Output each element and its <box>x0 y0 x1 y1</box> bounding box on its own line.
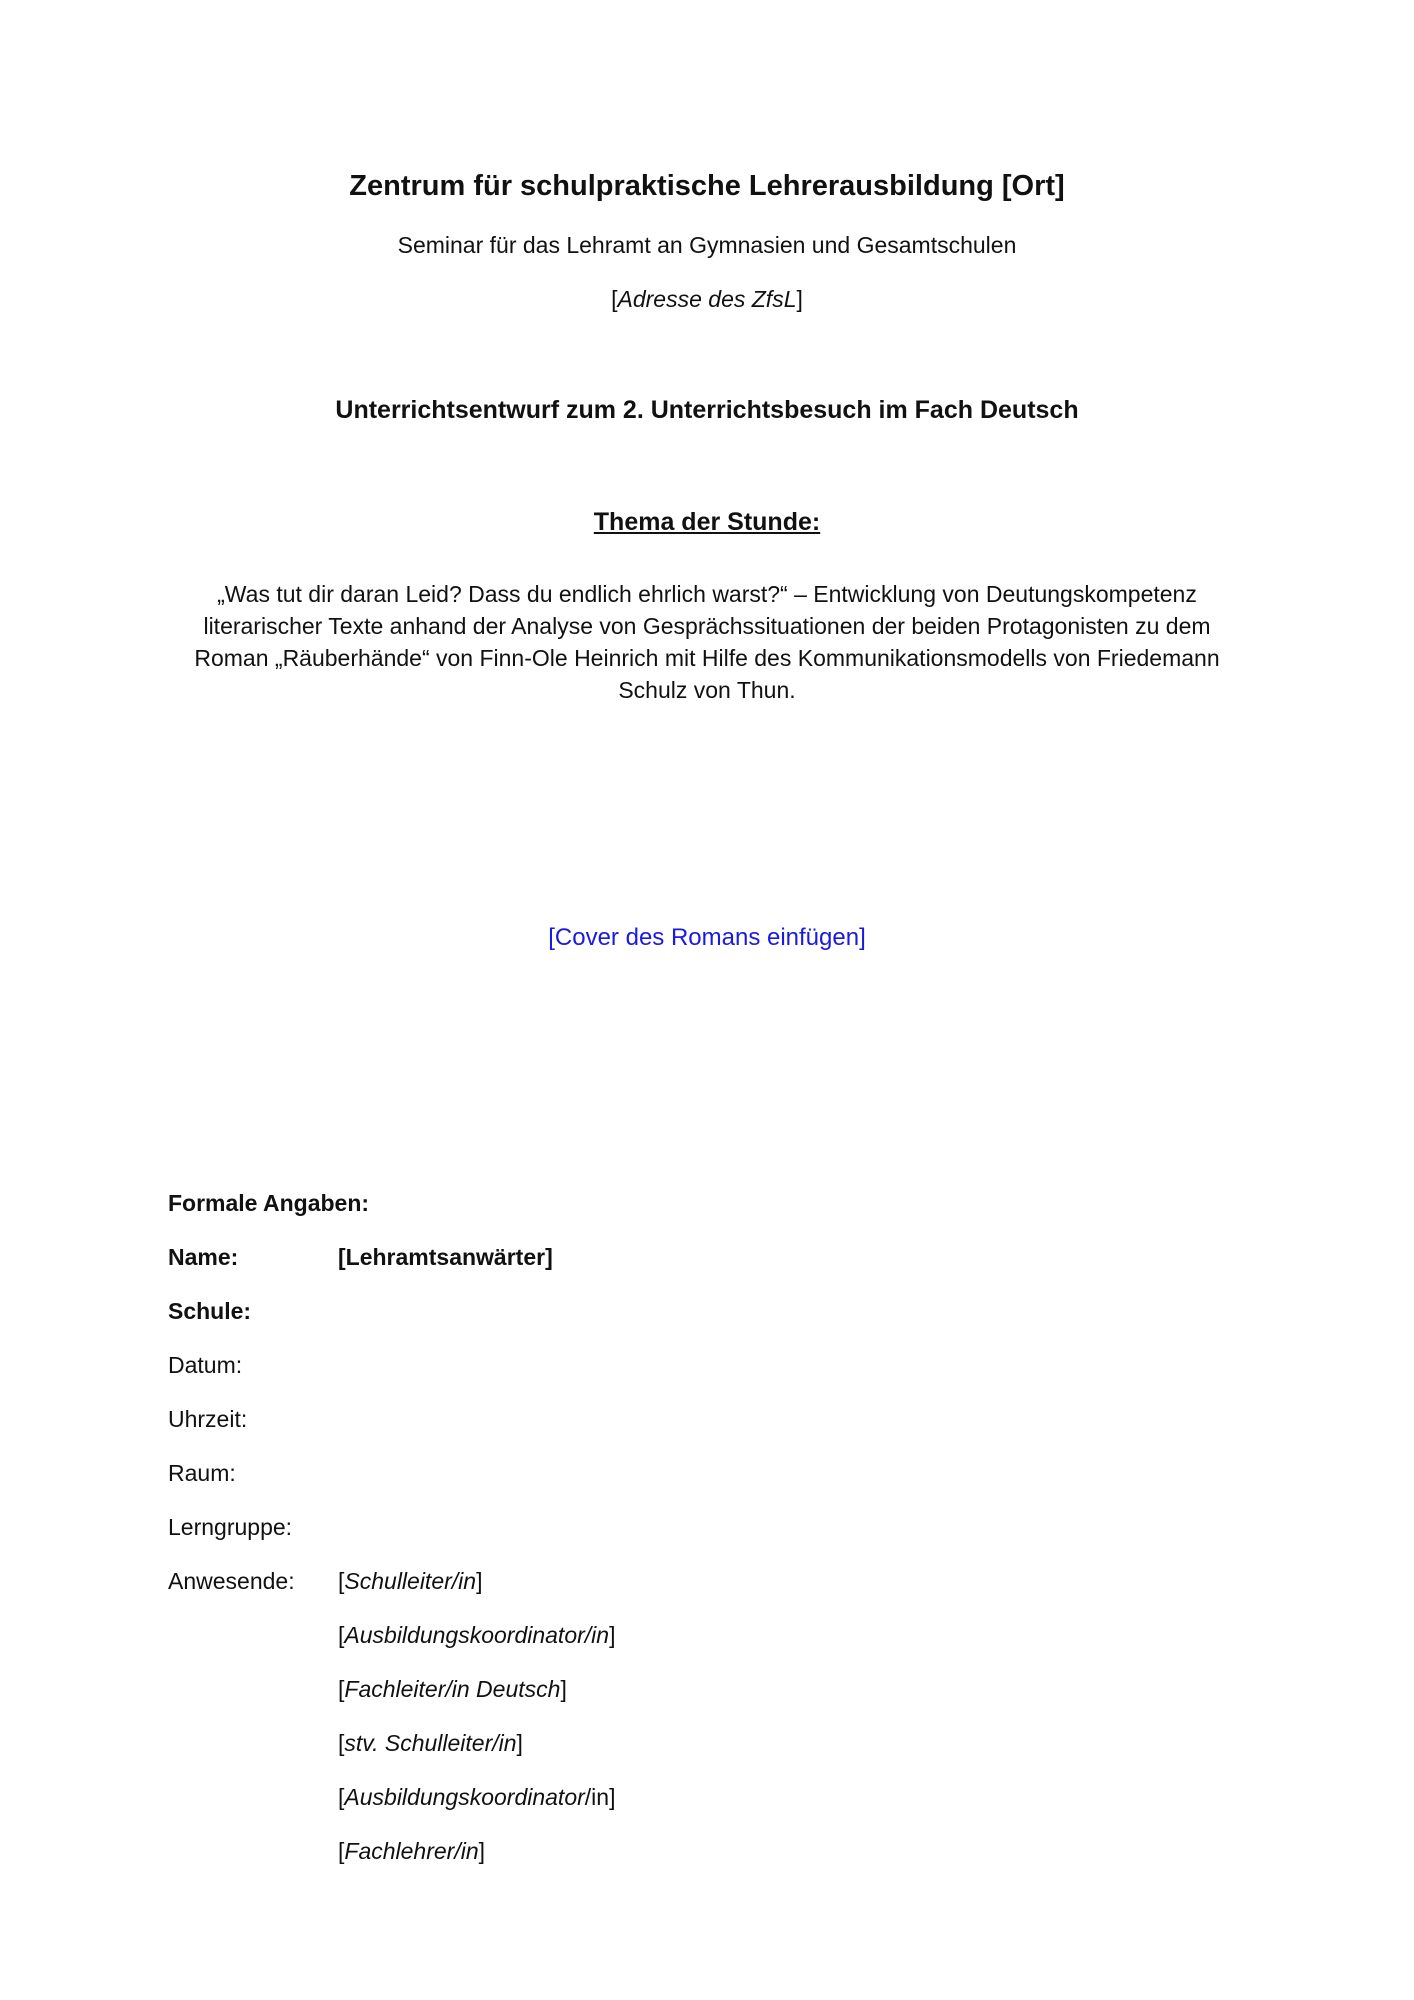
attendee-row <box>168 1674 1068 1728</box>
attendee-item <box>338 1836 1068 1890</box>
group-row <box>168 1512 1068 1566</box>
seminar-subtitle: Seminar für das Lehramt an Gymnasien und Gesamtschulen <box>397 232 1017 258</box>
cover-placeholder: [Cover des Romans einfügen] <box>548 924 866 951</box>
attendee-text: Schulleiter/in <box>344 1568 477 1594</box>
attendee-item <box>338 1620 1068 1674</box>
room-label: Raum: <box>168 1460 236 1486</box>
address-text: Adresse des ZfsL <box>617 286 797 312</box>
bracket-open: [ <box>338 1622 345 1648</box>
attendee-text: Ausbildungskoordinator/in <box>344 1622 610 1648</box>
bracket-open: [ <box>338 1676 345 1702</box>
formal-details <box>168 1188 1068 1890</box>
group-label: Lerngruppe: <box>168 1514 293 1540</box>
attendee-item <box>338 1566 1068 1620</box>
bracket-close: ] <box>516 1730 523 1756</box>
name-value: [Lehramtsanwärter] <box>338 1244 553 1270</box>
attendee-text: Ausbildungskoordinator <box>344 1784 585 1810</box>
attendee-item <box>338 1728 1068 1782</box>
name-label: Name: <box>168 1244 239 1270</box>
address-bracket-open: [ <box>611 286 618 312</box>
date-row <box>168 1350 1068 1404</box>
room-row <box>168 1458 1068 1512</box>
school-row <box>168 1296 1068 1350</box>
formal-details-title: Formale Angaben: <box>168 1190 370 1216</box>
date-label: Datum: <box>168 1352 243 1378</box>
time-row <box>168 1404 1068 1458</box>
bracket-close: /in] <box>584 1784 616 1810</box>
attendee-text: Fachlehrer/in <box>344 1838 479 1864</box>
name-row <box>168 1242 1068 1296</box>
school-value <box>338 1296 1068 1350</box>
bracket-close: ] <box>560 1676 567 1702</box>
group-value <box>338 1512 1068 1566</box>
attendee-row <box>168 1620 1068 1674</box>
attendees-label: Anwesende: <box>168 1568 295 1594</box>
bracket-close: ] <box>609 1622 616 1648</box>
room-value <box>338 1458 1068 1512</box>
attendee-text: stv. Schulleiter/in <box>344 1730 517 1756</box>
attendee-row <box>168 1566 1068 1620</box>
address-placeholder <box>0 286 1414 313</box>
attendee-text: Fachleiter/in Deutsch <box>344 1676 561 1702</box>
attendee-row <box>168 1782 1068 1836</box>
institution-title: Zentrum für schulpraktische Lehrerausbildung [Ort] <box>349 170 1065 202</box>
bracket-open: [ <box>338 1730 345 1756</box>
bracket-close: ] <box>478 1838 486 1864</box>
attendee-item <box>338 1674 1068 1728</box>
bracket-open: [ <box>338 1838 345 1864</box>
topic-heading: Thema der Stunde: <box>593 508 821 536</box>
attendee-row <box>168 1836 1068 1890</box>
school-label: Schule: <box>168 1298 252 1324</box>
document-heading: Unterrichtsentwurf zum 2. Unterrichtsbesuch im Fach Deutsch <box>335 396 1079 424</box>
bracket-open: [ <box>338 1784 345 1810</box>
date-value <box>338 1350 1068 1404</box>
address-bracket-close: ] <box>796 286 803 312</box>
bracket-open: [ <box>338 1568 345 1594</box>
bracket-close: ] <box>476 1568 483 1594</box>
time-value <box>338 1404 1068 1458</box>
attendee-row <box>168 1728 1068 1782</box>
attendee-item <box>338 1782 1068 1836</box>
topic-text: „Was tut dir daran Leid? Dass du endlich ehrlich warst?“ – Entwicklung von Deutungskompetenz literarischer Texte anhand der Analyse von Gesprächssituationen der beiden Protagonisten zu dem Roman „Räuberhände“ von Finn-Ole Heinrich mit Hilfe des Kommunikationsmodells von Friedemann Schulz von Thun. <box>194 581 1220 703</box>
time-label: Uhrzeit: <box>168 1406 248 1432</box>
